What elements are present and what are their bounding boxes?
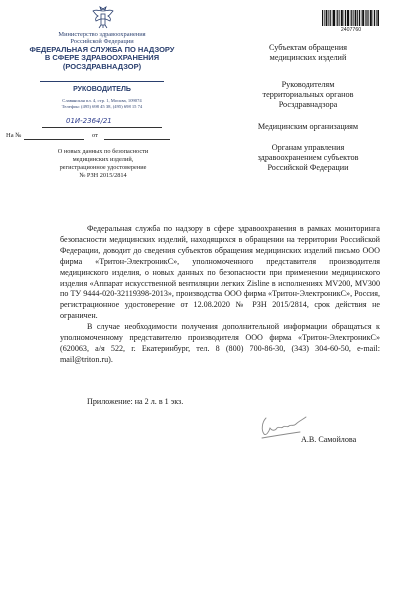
reference-number-line	[6, 130, 186, 142]
na-underline	[24, 139, 84, 140]
letterhead-divider	[40, 81, 164, 82]
eagle-emblem-icon	[90, 5, 116, 29]
recipient-block-3: Медицинским организациям	[257, 122, 359, 131]
head-title: РУКОВОДИТЕЛЬ	[73, 86, 131, 93]
recipient-block-2: Руководителям территориальных органов Росздравнадзора	[262, 80, 354, 110]
letter-subject: О новых данных по безопасности медицинских изделий, регистрационное удостоверение № РЗН 2015/2814	[57, 148, 149, 180]
body-paragraph-1: Федеральная служба по надзору в сфере здравоохранения в рамках мониторинга безопасности медицинских изделий, находящихся в обращении на территории Российской Федерации, доводит до сведения субъектов обращения медицинских изделий письмо ООО фирма «Тритон-ЭлектроникС», уполномоченного представителя производителя медицинского изделия, о новых данных по безопасности при применении медицинского изделия «Аппарат искусственной вентиляции легких Zisline в исполнениях MV200, MV300 по ТУ 9444-020-32119398-2013», производства ООО фирма «Тритон-ЭлектроникС», Россия, регистрационное удостоверение от 12.08.2020 № РЗН 2015/2814, срок действия не ограничен.	[60, 224, 380, 321]
na-label: На №	[6, 132, 22, 139]
letter-body	[60, 224, 380, 366]
ministry-name: Министерство здравоохранения Российской Федерации	[58, 31, 146, 46]
agency-name: ФЕДЕРАЛЬНАЯ СЛУЖБА ПО НАДЗОРУ В СФЕРЕ ЗДРАВООХРАНЕНИЯ (РОСЗДРАВНАДЗОР)	[29, 45, 175, 71]
body-paragraph-2: В случае необходимости получения дополнительной информации обращаться к уполномоченному представителю производителя ООО фирма «Тритон-ЭлектроникС» (620063, а/я 522, г. Екатеринбург, тел. 8 (800) 700-86-30, (343) 304-60-50, e-mail: mail@triton.ru).	[60, 322, 380, 364]
ot-underline	[104, 139, 170, 140]
barcode-icon	[322, 10, 380, 26]
signer-name: А.В. Самойлова	[301, 435, 357, 444]
recipient-block-1: Субъектам обращения медицинских изделий	[269, 43, 347, 63]
agency-address: Славянская пл. 4, стр. 1, Москва, 109074 Телефон: (495) 698 45 38, (495) 698 15 74	[61, 98, 143, 110]
outgoing-number-underline	[42, 127, 162, 128]
outgoing-number-handwritten: 01И-2364/21	[66, 117, 112, 125]
recipient-block-4: Органам управления здравоохранением субъектов Российской Федерации	[257, 143, 359, 173]
barcode-number: 2407760	[340, 27, 362, 33]
attachment-note: Приложение: на 2 л. в 1 экз.	[87, 397, 184, 406]
ot-label: от	[92, 132, 99, 139]
outgoing-number-line	[22, 118, 182, 130]
